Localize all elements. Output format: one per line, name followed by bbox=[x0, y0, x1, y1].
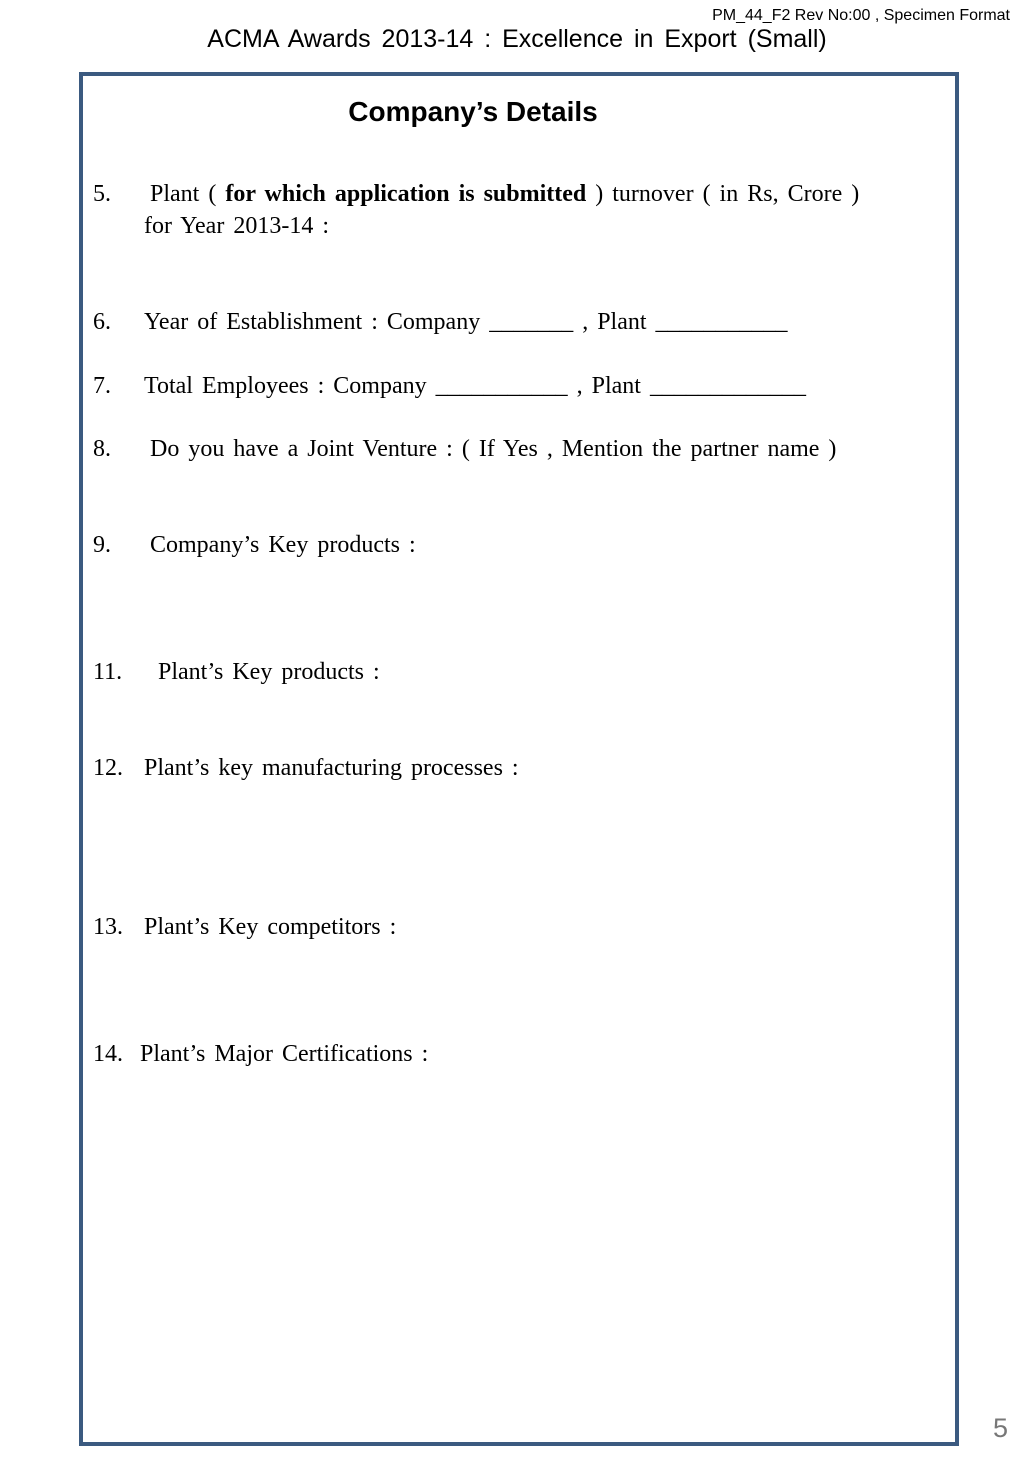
item-text: Plant ( for which application is submitted ) turnover ( in Rs, Crore ) bbox=[150, 181, 860, 207]
document-title: ACMA Awards 2013-14 : Excellence in Export (Small) bbox=[207, 25, 827, 53]
form-item-plant-turnover bbox=[93, 181, 860, 239]
item-text-bold: for which application is submitted bbox=[225, 181, 587, 207]
form-item-joint-venture bbox=[93, 436, 836, 463]
form-item-company-key-products bbox=[93, 532, 416, 559]
item-text-line2: for Year 2013-14 : bbox=[144, 213, 329, 239]
form-item-year-of-establishment bbox=[93, 309, 788, 336]
document-reference: PM_44_F2 Rev No:00 , Specimen Format bbox=[712, 7, 1010, 24]
item-text: Year of Establishment : Company _______ , Plant ___________ bbox=[144, 309, 788, 335]
page-number: 5 bbox=[992, 1413, 1008, 1443]
item-number: 8. bbox=[93, 436, 111, 462]
item-number: 11. bbox=[93, 659, 123, 685]
item-number: 5. bbox=[93, 181, 111, 207]
form-item-total-employees bbox=[93, 373, 806, 400]
item-text: Plant’s Key products : bbox=[158, 659, 380, 685]
item-number: 9. bbox=[93, 532, 111, 558]
form-item-key-competitors bbox=[93, 914, 396, 941]
form-item-major-certifications bbox=[93, 1041, 428, 1068]
item-text: Plant’s key manufacturing processes : bbox=[144, 755, 519, 781]
item-number: 13. bbox=[93, 914, 123, 940]
item-text: Total Employees : Company ___________ , Plant _____________ bbox=[144, 373, 806, 399]
item-number: 14. bbox=[93, 1041, 123, 1067]
item-text: Do you have a Joint Venture : ( If Yes , Mention the partner name ) bbox=[150, 436, 837, 462]
item-text: Plant’s Key competitors : bbox=[144, 914, 397, 940]
item-text: Plant’s Major Certifications : bbox=[140, 1041, 429, 1067]
item-number: 12. bbox=[93, 755, 123, 781]
item-number: 7. bbox=[93, 373, 111, 399]
form-item-manufacturing-processes bbox=[93, 755, 519, 782]
item-number: 6. bbox=[93, 309, 111, 335]
form-item-plant-key-products bbox=[93, 659, 380, 686]
section-title: Company’s Details bbox=[348, 96, 598, 127]
item-text: Company’s Key products : bbox=[150, 532, 416, 558]
